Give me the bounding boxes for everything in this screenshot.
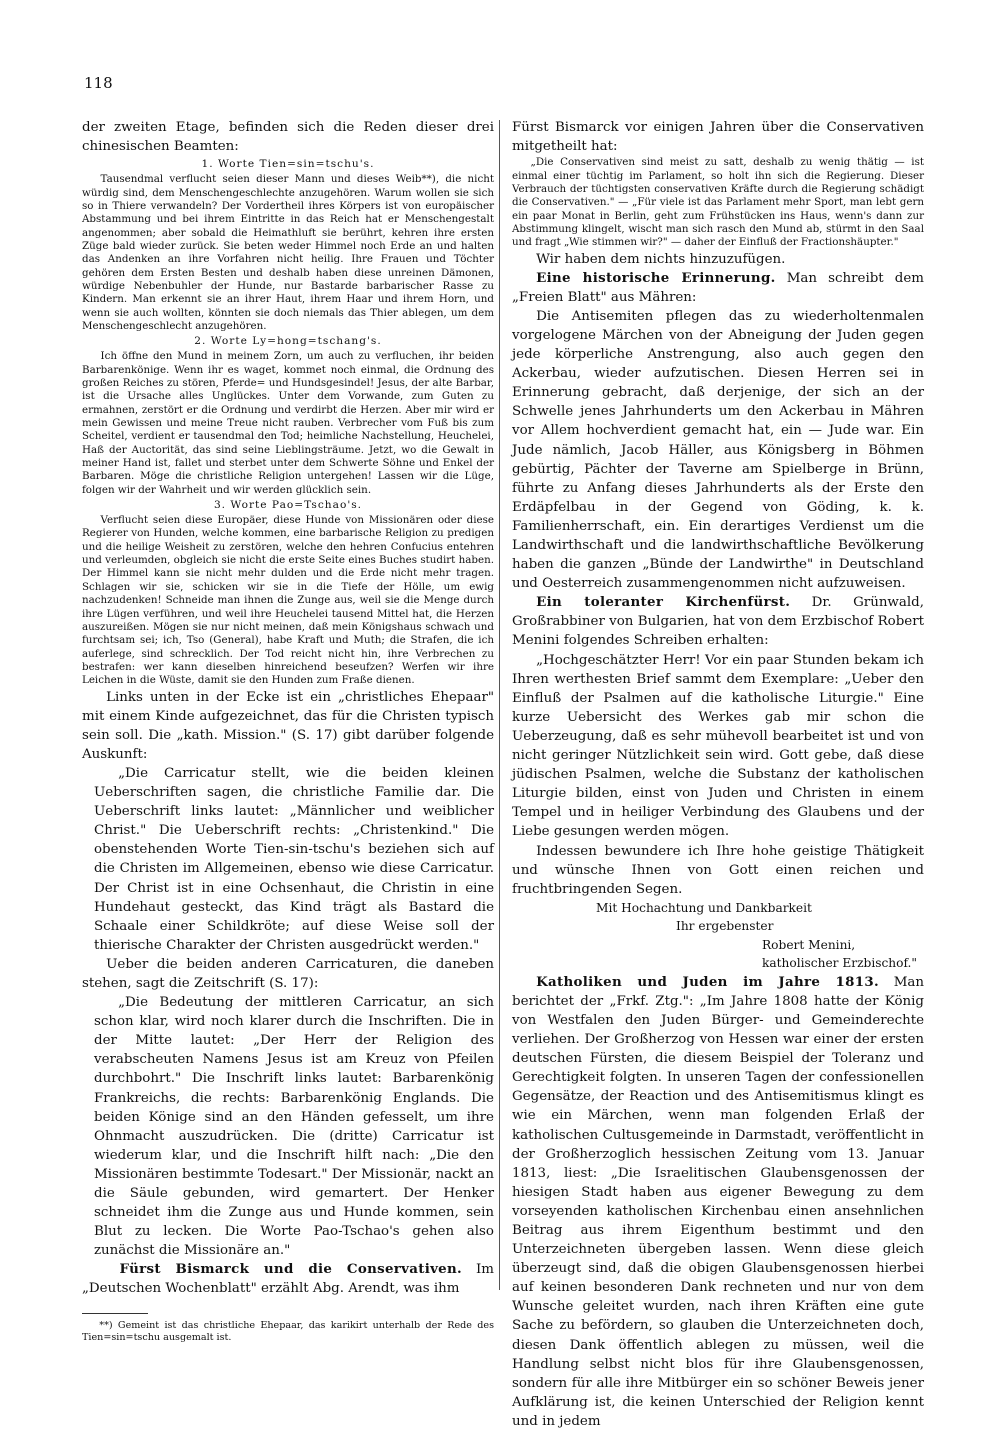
bismarck-heading: Fürst Bismarck und die Conservativen. [119, 1261, 462, 1278]
tolerant-intro: Dr. Grünwald, Großrabbiner von Bulgarien, hat von dem Erzbischof Robert Menini folgendes Schreiben erhalten: [512, 595, 924, 649]
catholics-jews-text: Man berichtet der „Frkf. Ztg.": „Im Jahre 1808 hatte der König von Westfalen den Juden Bürger- und Gemeinderechte verliehen. Der Großherzog von Hessen war einer der ersten deutschen Fürsten, die diesem Beispiel der Toleranz und Gerechtigkeit folgten. In unseren Tagen der confessionellen Gegensätze, der Reaction und des Antisemitismus klingt es wie ein Märchen, wenn man folgenden Erlaß der katholischen Cultusgemeinde in Darmstadt, veröffentlicht in der Großherzoglich hessischen Zeitung vom 13. Januar 1813, liest: „Die Israelitischen Glaubensgenossen der hiesigen Stadt haben aus eigener Bewegung zu dem vorseyenden katholischen Kirchenbau einen ansehnlichen Beitrag aus ihrem Eigenthum bestimmt und den Unterzeichneten übergeben lassen. Wenn diese gleich überzeugt sind, daß die obigen Glaubensgenossen hierbei auf keinen besonderen Dank rechneten und nur von dem Wunsche geleitet wurden, nach ihren Kräften eine gute Sache zu befördern, so glauben die Unterzeichneten doch, diesen Dank öffentlich ablegen zu müssen, weil die Handlung selbst nicht blos für ihre Glaubensgenossen, sondern für alle ihre Mitbürger ein so schöner Beweis jener Aufklärung ist, die keinen Unterschied der Religion kennt und in jedem [512, 974, 925, 1429]
historical-heading: Eine historische Erinnerung. [536, 269, 776, 286]
intro-paragraph: der zweiten Etage, befinden sich die Reden dieser drei chinesischen Beamten: [82, 120, 494, 155]
right-column [512, 118, 924, 1431]
speech-1-heading: 1. Worte Tien=sin=tschu's. [201, 158, 375, 171]
historical-intro: Man schreibt dem „Freien Blatt" aus Mähren: [512, 270, 925, 305]
letter-closing: Mit Hochachtung und Dankbarkeit [596, 900, 812, 915]
speech-2-text: Ich öffne den Mund in meinem Zorn, um auch zu verfluchen, ihr beiden Barbarenkönige. Wenn ihr es waget, kommet noch einmal, die Ordnung des großen Reiches zu stören, Pferde= und Hundsgesindel! Jesus, der alte Barbar, ist die Ursache alles Unglückes. Unter dem Vorwande, zum Guten zu ermahnen, zerstört er die Ordnung und verdirbt die Herzen. Aber mir wird er mein Gewissen und meine Treue nicht rauben. Verbrecher vom Fuß bis zum Scheitel, verdient er tausendmal den Tod; heimliche Nachstellung, Heuchelei, Haß der Auctorität, das sind seine Lieblingsträume. Jetzt, wo die Gewalt in meiner Hand ist, fallet und sterbet unter dem Schwerte Söhne und Enkel der Barbaren. Möge die christliche Religion untergehen! Lassen wir die Lüge, folgen wir der Wahrheit und wir werden glücklich sein. [82, 350, 494, 496]
caricature-quote-2: „Die Bedeutung der mittleren Carricatur, an sich schon klar, wird noch klarer durch die Inschriften. Die in der Mitte lautet: „Der Herr der Religion des verabscheuten Namens Jesus ist am Kreuz von Pfeilen durchbohrt." Die Inschrift links lautet: Barbarenkönig Frankreichs, die rechts: Barbarenkönig Englands. Die beiden Könige sind an den Händen gefesselt, um ihre Ohnmacht auszudrücken. Die (dritte) Carricatur ist wiederum klar, und die Inschrift hilft nach: „Die den Missionären bestimmte Todesart." Der Missionär, nackt an die Säule gebunden, wird gemartert. Der Henker schneidet ihm die Zunge aus und Hunde kommen, sein Blut zu lecken. Die Worte Pao-Tschao's gehen also zunächst die Missionäre an." [94, 995, 494, 1259]
speech-1-text: Tausendmal verflucht seien dieser Mann und dieses Weib**), die nicht würdig sind, dem Menschengeschlechte anzugehören. Warum wollen sie sich so in Thiere verwandeln? Der Vordertheil ihres Körpers ist von europäischer Abstammung und bei ihrem Eintritte in das Reich hat er Menschengestalt angenommen; aber sobald die Heimathluft sie berührt, kehren ihre ersten Züge bald wieder zurück. Sie beten weder Himmel noch Erde an und halten das Andenken an ihre Vorfahren nicht heilig. Ihre Frauen und Töchter gehören dem Ersten Besten und deshalb haben diese unreinen Dämonen, würdige Nebenbuhler der Hunde, nur Bastarde barbarischer Rasse zu Kindern. Man erkennt sie an ihrer Haut, ihrem Haar und ihrem Horn, und wenn sie auch wollten, könnten sie doch niemals das Thier ablegen, um dem Menschengeschlecht anzugehören. [82, 173, 494, 332]
conservatives-quote: „Die Conservativen sind meist zu satt, deshalb zu wenig thätig — ist einmal einer tüchtig im Parlament, so holt ihn sich die Regierung. Dieser Verbrauch der tüchtigsten conservativen Kräfte durch die Regierung schädigt die Conservativen." — „Für viele ist das Parlament mehr Sport, man lebt gern ein paar Monat in Berlin, geht zum Frühstücken ins Haus, wenn's dann zur Abstimmung klingelt, wischt man sich rasch den Mund ab, stürmt in den Saal und fragt „Wie stimmen wir?" — daher der Einfluß der Fractionshäupter." [512, 156, 924, 249]
historical-article-start [512, 269, 924, 307]
bismarck-article-start [82, 1260, 494, 1298]
tolerant-article-start [512, 593, 924, 650]
speech-3-heading: 3. Worte Pao=Tschao's. [213, 499, 363, 512]
column-divider [499, 120, 500, 1290]
bismarck-text: Im „Deutschen Wochenblatt" erzählt Abg. Arendt, was ihm [82, 1262, 494, 1297]
letter-paragraph-1: „Hochgeschätzter Herr! Vor ein paar Stunden bekam ich Ihren werthesten Brief sammt dem Exemplare: „Ueber den Einfluß der Psalmen auf die katholische Liturgie." Eine kurze Uebersicht des Werkes gab mir schon die Ueberzeugung, daß es sehr mühevoll bearbeitet ist und von nicht geringer Nützlichkeit sein wird. Gott gebe, daß diese jüdischen Psalmen, welche die Substanz der katholischen Liturgie bilden, einst von Juden und Christen in einem Tempel und in heiliger Verbindung des Glaubens und der Liebe gesungen werden mögen. [512, 652, 924, 840]
catholics-jews-article [512, 973, 924, 1431]
left-column [82, 118, 494, 1345]
other-caricatures-paragraph: Ueber die beiden anderen Carricaturen, die daneben stehen, sagt die Zeitschrift (S. 17): [82, 956, 494, 991]
page-number: 118 [84, 74, 113, 92]
couple-paragraph: Links unten in der Ecke ist ein „christliches Ehepaar" mit einem Kinde aufgezeichnet, das für die Christen typisch sein soll. Die „kath. Mission." (S. 17) gibt darüber folgende Auskunft: [82, 689, 494, 762]
speech-2-heading: 2. Worte Ly=hong=tschang's. [194, 335, 382, 348]
tolerant-heading: Ein toleranter Kirchenfürst. [536, 594, 791, 611]
nothing-to-add: Wir haben dem nichts hinzuzufügen. [536, 251, 786, 267]
footnote-rule [82, 1313, 148, 1314]
caricature-quote-1: „Die Carricatur stellt, wie die beiden kleinen Ueberschriften sagen, die christliche Familie dar. Die Ueberschrift links lautet: „Männlicher und weiblicher Christ." Die Ueberschrift rechts: „Christenkind." Die obenstehenden Worte Tien-sin-tschu's beziehen sich auf die Christen im Allgemeinen, ebenso wie diese Carricatur. Der Christ ist in eine Ochsenhaut, die Christin in eine Hundehaut gesteckt, das Kind trägt als Bastard die Schaale einer Schildkröte; auf diese Weise soll der thierische Charakter der Christen ausgedrückt werden." [94, 765, 494, 953]
bismarck-continuation: Fürst Bismarck vor einigen Jahren über die Conservativen mitgetheilt hat: [512, 120, 924, 155]
historical-text: Die Antisemiten pflegen das zu wiederholtenmalen vorgelogene Märchen von der Abneigung der Juden gegen jede körperliche Anstrengung, also auch gegen den Ackerbau, wieder aufzutischen. Diesen Herren sei in Erinnerung gebracht, daß derjenige, der sich an der Schwelle jenes Jahrhunderts um den Ackerbau in Mähren vor Allem hochverdient gemacht hat, ein — Jude war. Ein Jude nämlich, Jacob Häller, aus Königsberg in Böhmen gebürtig, Pächter der Taverne am Spielberge in Brünn, führte zu Anfang dieses Jahrhunderts als der Erste den Erdäpfelbau in der Gegend von Göding, k. k. Familienherrschaft, ein. Ein derartiges Verdienst um die Landwirthschaft und die landwirthschaftliche Bevölkerung haben die ganzen „Bünde der Landwirthe" in Deutschland und Oesterreich zusammengenommen nicht aufzuweisen. [512, 308, 924, 592]
letter-paragraph-2: Indessen bewundere ich Ihre hohe geistige Thätigkeit und wünsche Ihnen von Gott einen reichen und fruchtbringenden Segen. [512, 843, 924, 897]
letter-signature-name: Robert Menini, [762, 937, 856, 952]
footnote: **) Gemeint ist das christliche Ehepaar, das karikirt unterhalb der Rede des Tien=sin=tschu ausgemalt ist. [82, 1319, 494, 1344]
letter-closing-2: Ihr ergebenster [676, 919, 774, 934]
letter-signature-title: katholischer Erzbischof." [762, 956, 918, 971]
catholics-jews-heading: Katholiken und Juden im Jahre 1813. [536, 973, 879, 990]
speech-3-text: Verflucht seien diese Europäer, diese Hunde von Missionären oder diese Regierer von Hunden, welche kommen, eine barbarische Religion zu predigen und die heilige Weisheit zu zerstören, welche den hehren Confucius entehren und verleumden, obgleich sie nicht die erste Seite eines Buches studirt haben. Der Himmel kann sie nicht mehr dulden und die Erde nicht mehr tragen. Schlagen wir sie, schicken wir sie in die Tiefe der Hölle, um ewig nachzudenken! Schneide man ihnen die Zunge aus, weil sie die Menge durch ihre Lügen verführen, und weil ihre Heuchelei tausend Mittel hat, die Herzen auszureißen. Mögen sie nur nicht meinen, daß mein Königshaus schwach und furchtsam sei; ich, Tso (General), habe Kraft und Muth; die Strafen, die ich auferlege, sind schrecklich. Der Tod reicht nicht hin, ihre Verbrechen zu bestrafen: wer kann dieselben hinreichend beseufzen? Werfen wir ihre Leichen in die Wüste, damit sie den Hunden zum Fraße dienen. [82, 514, 494, 687]
